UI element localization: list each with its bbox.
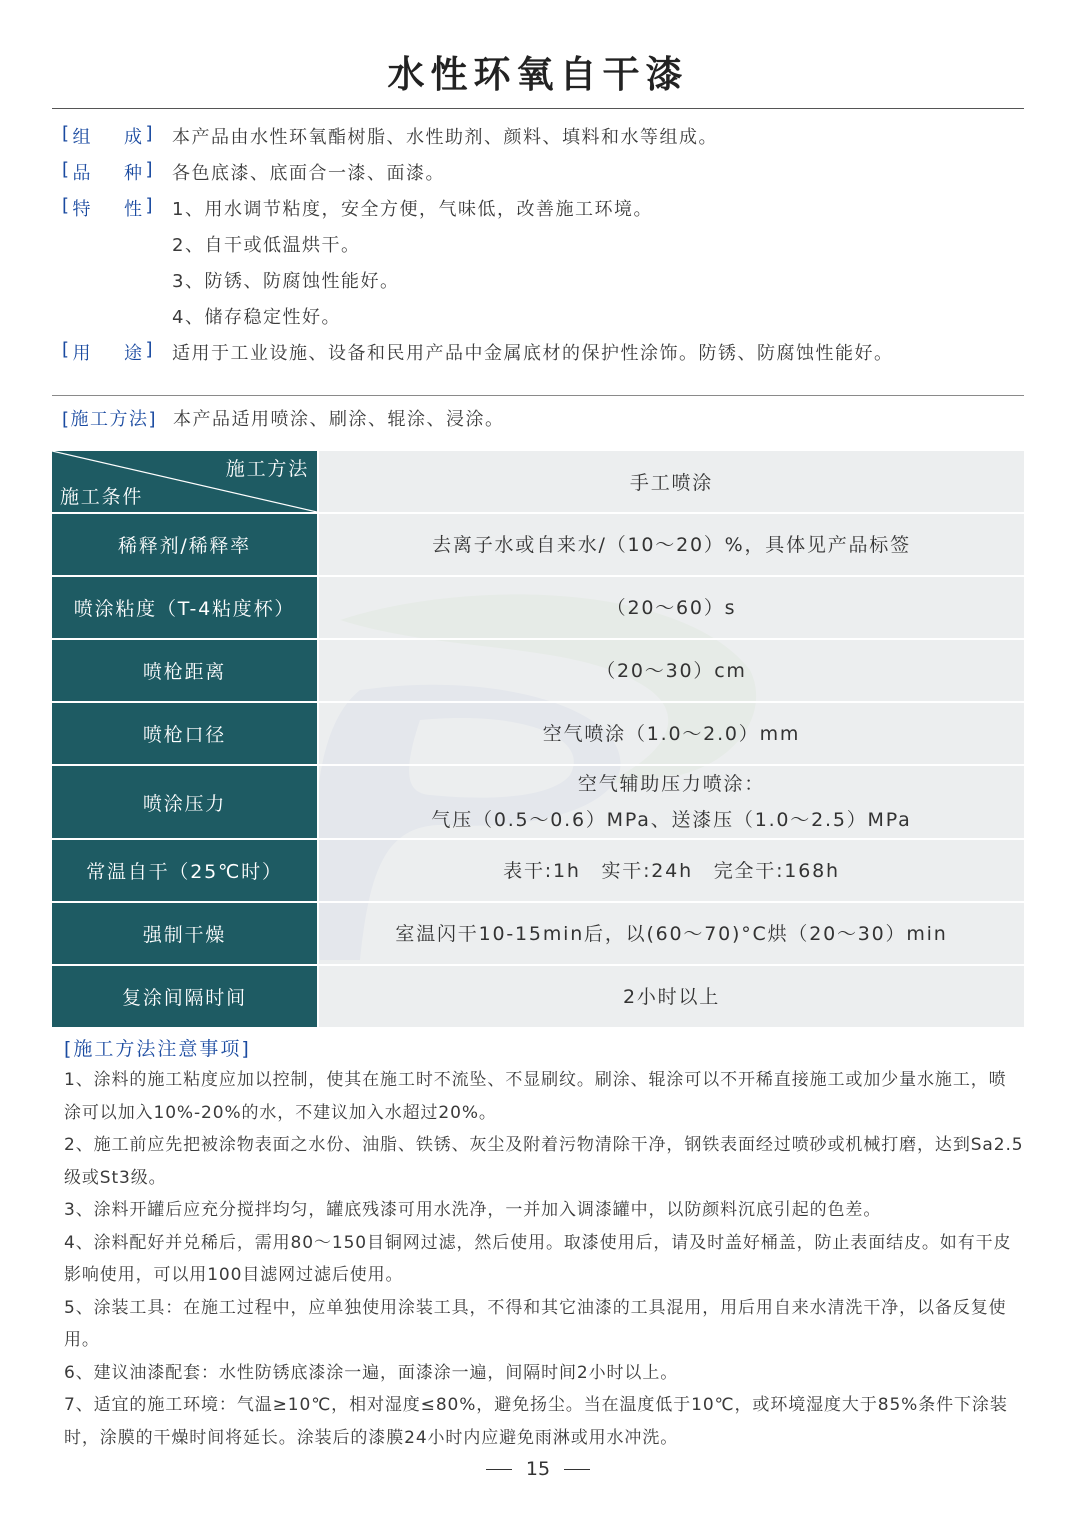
spec-row-usage	[62, 334, 1022, 370]
spec-row-feature-4	[62, 298, 1022, 334]
header-value: 手工喷涂	[318, 451, 1024, 513]
top-divider	[52, 108, 1024, 109]
table-row	[52, 513, 1024, 576]
construction-method	[62, 405, 505, 431]
spec-row-features	[62, 190, 1022, 226]
note-item: 7、适宜的施工环境：气温≥10℃，相对湿度≤80%，避免扬尘。当在温度低于10℃，或环境湿度大于85%条件下涂装时，涂膜的干燥时间将延长。涂装后的漆膜24小时内应避免雨淋或用水冲洗。	[64, 1395, 1008, 1448]
spec-label: [ 用 途 ]	[62, 339, 154, 364]
page-dash-right	[564, 1469, 590, 1470]
spec-label: [ 特 性 ]	[62, 195, 154, 220]
condition-cell: 复涂间隔时间	[52, 965, 318, 1028]
header-method-label: 施工方法	[225, 458, 309, 480]
table-header-cell	[52, 451, 318, 513]
condition-cell: 常温自干（25℃时）	[52, 839, 318, 902]
spec-text: 各色底漆、底面合一漆、面漆。	[172, 163, 445, 184]
condition-cell: 喷枪距离	[52, 639, 318, 702]
spec-row-composition	[62, 118, 1022, 154]
spec-label: [ 组 成 ]	[62, 123, 154, 148]
value-cell: 去离子水或自来水/（10～20）%，具体见产品标签	[318, 513, 1024, 576]
value-cell: （20～60）s	[318, 576, 1024, 639]
spec-row-variety	[62, 154, 1022, 190]
table-row	[52, 639, 1024, 702]
table-row	[52, 576, 1024, 639]
header-condition-label: 施工条件	[60, 486, 144, 508]
method-text: 本产品适用喷涂、刷涂、辊涂、浸涂。	[173, 409, 505, 430]
value-cell: 2小时以上	[318, 965, 1024, 1028]
page-title: 水性环氧自干漆	[387, 53, 689, 96]
note-item: 6、建议油漆配套：水性防锈底漆涂一遍，面漆涂一遍，间隔时间2小时以上。	[64, 1362, 679, 1383]
spec-label: [ 品 种 ]	[62, 159, 154, 184]
table-row	[52, 965, 1024, 1028]
spec-row-feature-3	[62, 262, 1022, 298]
value-cell: 表干:1h 实干:24h 完全干:168h	[318, 839, 1024, 902]
page-number	[0, 1458, 1076, 1480]
table-header-row	[52, 451, 1024, 513]
spec-text: 适用于工业设施、设备和民用产品中金属底材的保护性涂饰。防锈、防腐蚀性能好。	[172, 343, 894, 364]
note-item: 4、涂料配好并兑稀后，需用80～150目铜网过滤，然后使用。取漆使用后，请及时盖好桶盖，防止表面结皮。如有干皮影响使用，可以用100目滤网过滤后使用。	[64, 1232, 1012, 1285]
note-item: 2、施工前应先把被涂物表面之水份、油脂、铁锈、灰尘及附着污物清除干净，钢铁表面经过喷砂或机械打磨，达到Sa2.5级或St3级。	[64, 1135, 1024, 1188]
condition-cell: 喷涂压力	[52, 765, 318, 839]
table-row	[52, 902, 1024, 965]
condition-cell: 强制干燥	[52, 902, 318, 965]
spec-text: 3、防锈、防腐蚀性能好。	[172, 271, 400, 292]
value-cell: 空气喷涂（1.0～2.0）mm	[318, 702, 1024, 765]
page-number-text: 15	[525, 1458, 551, 1480]
spec-text: 2、自干或低温烘干。	[172, 235, 361, 256]
spec-text: 1、用水调节粘度，安全方便，气味低，改善施工环境。	[172, 199, 653, 220]
spec-row-feature-2	[62, 226, 1022, 262]
construction-conditions-table	[52, 451, 1024, 1029]
table-row	[52, 702, 1024, 765]
spec-list	[62, 118, 1022, 370]
notes-list	[64, 1064, 1024, 1454]
value-cell: 空气辅助压力喷涂： 气压（0.5～0.6）MPa、送漆压（1.0～2.5）MPa	[318, 765, 1024, 839]
table-row	[52, 839, 1024, 902]
notes-heading: [施工方法注意事项]	[64, 1038, 251, 1060]
page-dash-left	[486, 1469, 512, 1470]
condition-cell: 喷涂粘度（T-4粘度杯）	[52, 576, 318, 639]
note-item: 1、涂料的施工粘度应加以控制，使其在施工时不流坠、不显刷纹。刷涂、辊涂可以不开稀直接施工或加少量水施工，喷涂可以加入10%-20%的水，不建议加入水超过20%。	[64, 1070, 1007, 1123]
method-label: [施工方法]	[62, 409, 158, 430]
section-divider	[52, 395, 1024, 396]
note-item: 5、涂装工具：在施工过程中，应单独使用涂装工具，不得和其它油漆的工具混用，用后用自来水清洗干净，以备反复使用。	[64, 1297, 1007, 1350]
value-cell: （20～30）cm	[318, 639, 1024, 702]
value-cell: 室温闪干10-15min后，以(60～70)°C烘（20～30）min	[318, 902, 1024, 965]
condition-cell: 喷枪口径	[52, 702, 318, 765]
spec-text: 本产品由水性环氧酯树脂、水性助剂、颜料、填料和水等组成。	[172, 127, 718, 148]
spec-text: 4、储存稳定性好。	[172, 307, 341, 328]
note-item: 3、涂料开罐后应充分搅拌均匀，罐底残漆可用水洗净，一并加入调漆罐中，以防颜料沉底引起的色差。	[64, 1200, 882, 1220]
table-row	[52, 765, 1024, 839]
condition-cell: 稀释剂/稀释率	[52, 513, 318, 576]
